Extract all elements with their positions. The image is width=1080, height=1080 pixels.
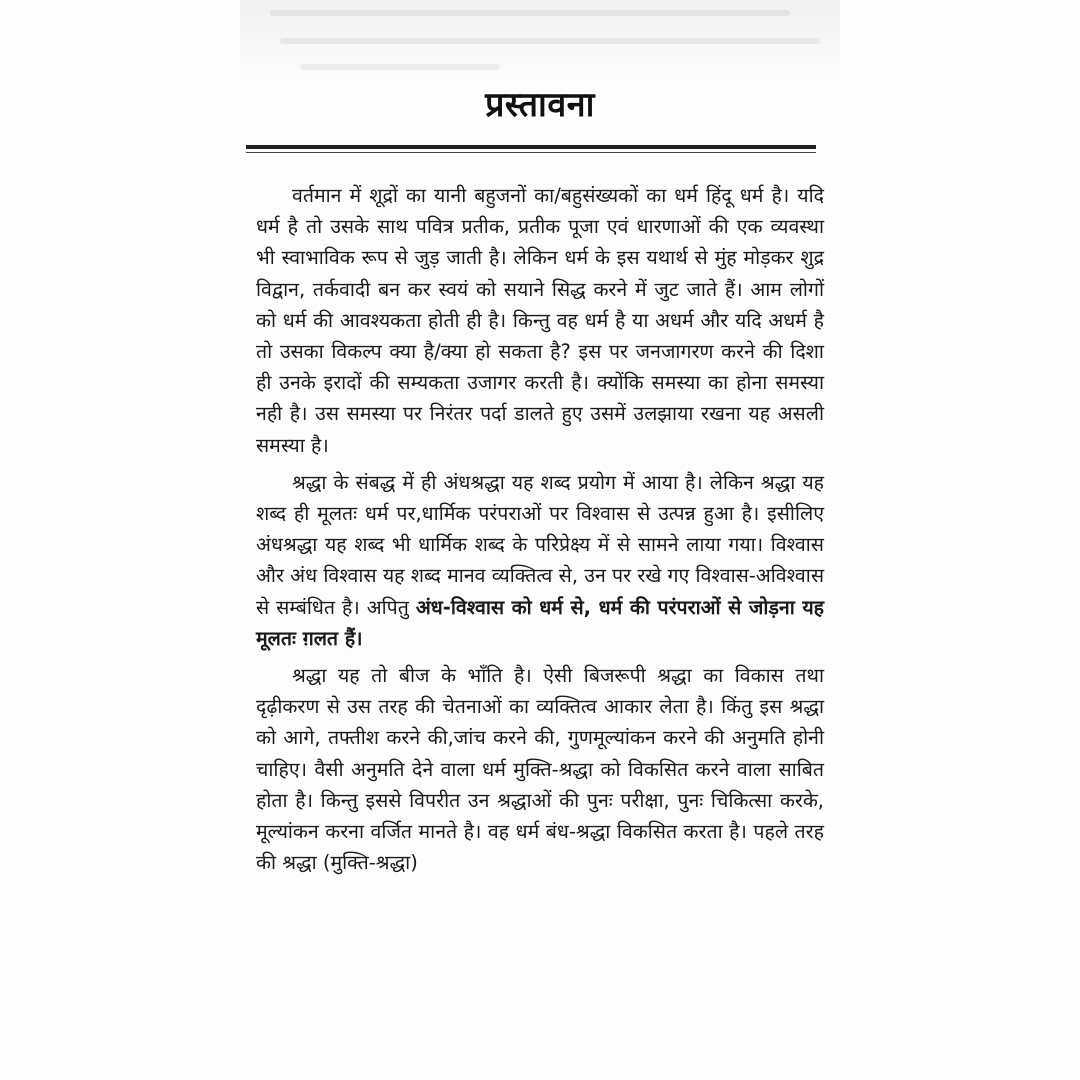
body-text <box>256 180 824 884</box>
show-through-text <box>240 0 840 80</box>
title-rule-thin <box>246 152 816 153</box>
paragraph-3 <box>256 660 824 878</box>
paragraph-1-text: वर्तमान में शूद्रों का यानी बहुजनों का/बहुसंख्यकों का धर्म हिंदू धर्म है। यदि धर्म है तो उसके साथ पवित्र प्रतीक, प्रतीक पूजा एवं धारणाओं की एक व्यवस्था भी स्वाभाविक रूप से जुड़ जाती है। लेकिन धर्म के इस यथार्थ से मुंह मोड़कर शुद्र विद्वान, तर्कवादी बन कर स्वयं को सयाने सिद्ध करने में जुट जाते हैं। आम लोगों को धर्म की आवश्यकता होती ही है। किन्तु वह धर्म है या अधर्म और यदि अधर्म है तो उसका विकल्प क्या है/क्या हो सकता है? इस पर जनजागरण करने की दिशा ही उनके इरादों की सम्यकता उजागर करती है। क्योंकि समस्या का होना समस्या नही है। उस समस्या पर निरंतर पर्दा डालते हुए उसमें उलझाया रखना यह असली समस्या है। <box>256 184 824 457</box>
paragraph-2-bold-text: अंध-विश्वास को धर्म से, धर्म की परंपराओं से जोड़ना यह मूलतः ग़लत हैं। <box>256 595 824 650</box>
paragraph-2-text: श्रद्धा के संबद्ध में ही अंधश्रद्धा यह शब्द प्रयोग में आया है। लेकिन श्रद्धा यह शब्द ही मूलतः धर्म पर,धार्मिक परंपराओं पर विश्वास से उत्पन्न हुआ है। इसीलिए अंधश्रद्धा यह शब्द भी धार्मिक शब्द के परिप्रेक्ष्य में से सामने लाया गया। विश्वास और अंध विश्वास यह शब्द मानव व्यक्तित्व से, उन पर रखे गए विश्वास-अविश्वास से सम्बंधित है। अपितु <box>256 470 824 619</box>
paragraph-3-text: श्रद्धा यह तो बीज के भाँति है। ऐसी बिजरूपी श्रद्धा का विकास तथा दृढ़ीकरण से उस तरह की चेतनाओं का व्यक्तित्व आकार लेता है। किंतु इस श्रद्धा को आगे, तफ्तीश करने की,जांच करने की, गुणमूल्यांकन करने की अनुमति होनी चाहिए। वैसी अनुमति देने वाला धर्म मुक्ति-श्रद्धा को विकसित करने वाला साबित होता है। किन्तु इससे विपरीत उन श्रद्धाओं की पुनः परीक्षा, पुनः चिकित्सा करके, मूल्यांकन करना वर्जित मानते है। वह धर्म बंध-श्रद्धा विकसित करता है। पहले तरह की श्रद्धा (मुक्ति-श्रद्धा) <box>256 664 824 875</box>
paragraph-1 <box>256 180 824 461</box>
title-rule-thick <box>246 145 816 149</box>
paragraph-2 <box>256 467 824 654</box>
page-title: प्रस्तावना <box>485 85 595 125</box>
